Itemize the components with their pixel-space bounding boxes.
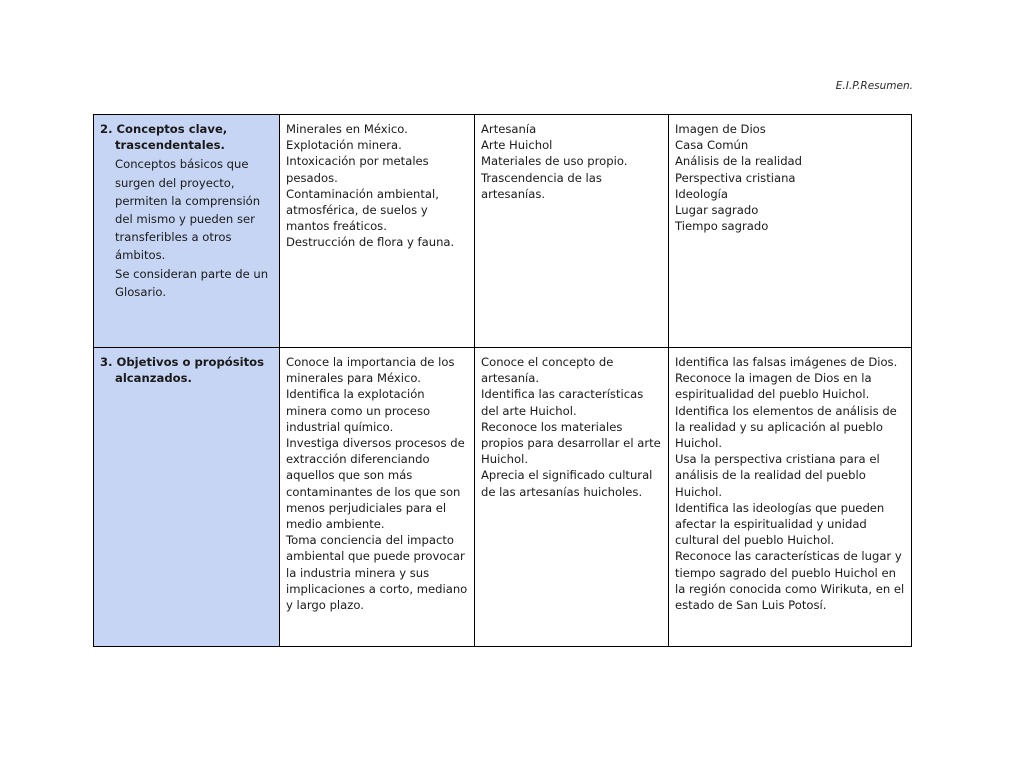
cell-line: Destrucción de flora y fauna. — [286, 235, 455, 250]
cell-line: Identifica las falsas imágenes de Dios. — [675, 355, 898, 369]
row-label-title: 3. Objetivos o propósitos alcanzados. — [100, 355, 265, 386]
label-line: Conceptos básicos que surgen del proyecto, permiten la comprensión del mismo y pueden ser transferibles a otros ámbitos. — [115, 157, 261, 263]
table-row — [94, 348, 912, 647]
table-cell — [669, 115, 912, 348]
cell-line: Toma conciencia del impacto ambiental que puede provocar la industria minera y sus implicaciones a corto, mediano y largo plazo. — [286, 533, 468, 613]
row-label-cell — [94, 348, 280, 647]
cell-line: Identifica los elementos de análisis de la realidad y su aplicación al pueblo Huichol. — [675, 403, 897, 451]
cell-line: Conoce el concepto de artesanía. — [481, 355, 614, 386]
table-cell — [280, 115, 475, 348]
cell-line: Tiempo sagrado — [675, 219, 769, 234]
cell-line: Investiga diversos procesos de extracción diferenciando aquellos que son más contaminantes de los que son menos perjudiciales para el medio ambiente. — [286, 436, 465, 532]
cell-line: Materiales de uso propio. — [481, 154, 628, 169]
cell-line: Imagen de Dios — [675, 122, 766, 136]
table-row — [94, 115, 912, 348]
cell-line: Reconoce los materiales propios para desarrollar el arte Huichol. — [481, 419, 661, 467]
cell-line: Análisis de la realidad — [675, 154, 803, 169]
row-label-description — [100, 155, 273, 301]
cell-line: Perspectiva cristiana — [675, 170, 796, 185]
cell-line: Minerales en México. — [286, 122, 408, 136]
cell-line: Aprecia el significado cultural de las artesanías huicholes. — [481, 468, 653, 499]
cell-line: Ideología — [675, 186, 729, 201]
cell-line: Casa Común — [675, 138, 749, 153]
cell-line: Conoce la importancia de los minerales para México. — [286, 355, 455, 386]
cell-line: Reconoce las características de lugar y tiempo sagrado del pueblo Huichol en la región conocida como Wirikuta, en el estado de San Luis Potosí. — [675, 549, 905, 613]
cell-line: Explotación minera. — [286, 138, 402, 153]
cell-line: Identifica las características del arte Huichol. — [481, 387, 644, 418]
row-label-cell — [94, 115, 280, 348]
label-line: Se consideran parte de un Glosario. — [115, 266, 269, 299]
cell-line: Usa la perspectiva cristiana para el análisis de la realidad del pueblo Huichol. — [675, 452, 880, 499]
cell-line: Arte Huichol — [481, 138, 553, 153]
cell-line: Reconoce la imagen de Dios en la espiritualidad del pueblo Huichol. — [675, 371, 872, 402]
row-label-title: 2. Conceptos clave, trascendentales. — [100, 122, 228, 153]
cell-line: Identifica las ideologías que pueden afectar la espiritualidad y unidad cultural del pueblo Huichol. — [675, 500, 885, 548]
header-note: E.I.P.Resumen. — [835, 80, 913, 92]
cell-line: Artesanía — [481, 122, 537, 136]
table-cell — [475, 348, 669, 647]
table-cell — [280, 348, 475, 647]
table-cell — [669, 348, 912, 647]
summary-table — [93, 114, 912, 647]
cell-line: Identifica la explotación minera como un proceso industrial químico. — [286, 387, 431, 434]
cell-line: Lugar sagrado — [675, 203, 759, 218]
cell-line: Trascendencia de las artesanías. — [481, 170, 602, 201]
table-cell — [475, 115, 669, 348]
cell-line: Contaminación ambiental, atmosférica, de suelos y mantos freáticos. — [286, 186, 439, 234]
cell-line: Intoxicación por metales pesados. — [286, 154, 429, 185]
